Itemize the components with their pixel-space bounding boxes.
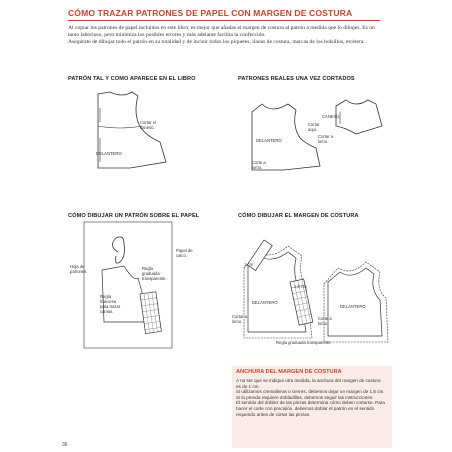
figure-draw-pattern bbox=[80, 222, 190, 352]
box-line-2: Si utilizamos cremalleras o cierres, debemos dejar un margen de 1,5 cm. bbox=[236, 389, 385, 395]
label-ruler: Regla graduada transparente. bbox=[142, 266, 167, 281]
box-line-3: Si la prenda requiere dobladillos, debemos seguir las instrucciones. bbox=[236, 394, 374, 400]
label-front-actual: DELANTERO bbox=[256, 138, 282, 143]
page-title: CÓMO TRAZAR PATRONES DE PAPEL CON MARGEN DE COSTURA bbox=[68, 8, 353, 18]
label-tracing-paper: Papel de calco. bbox=[176, 248, 193, 258]
label-front-seam-2: DELANTERO bbox=[340, 304, 366, 309]
heading-draw-pattern: CÓMO DIBUJAR UN PATRÓN SOBRE EL PAPEL bbox=[68, 213, 200, 219]
label-1cm: 1 cm bbox=[244, 262, 254, 267]
heading-actual-patterns: PATRONES REALES UNA VEZ CORTADOS bbox=[238, 76, 355, 82]
heading-draw-seam-allowance: CÓMO DIBUJAR EL MARGEN DE COSTURA bbox=[238, 213, 359, 219]
label-cut-on-fold-seam: Cortar a lomo. bbox=[232, 314, 248, 324]
box-heading: ANCHURA DEL MARGEN DE COSTURA bbox=[236, 369, 342, 375]
label-french-curve: Regla francesa para trazar curvas. bbox=[100, 294, 121, 314]
label-fold-seam-2: Corte a lomo. bbox=[318, 316, 332, 326]
intro-paragraph-1: Al copiar los patrones de papel incluidos en este libro, es mejor que añadas el margen de costura al patrón a medida que lo dibujes. Es un tanto laborioso, pero minimiza los posibles errores y más adelante facilita la confección. bbox=[68, 25, 375, 38]
label-front-book: DELANTERO bbox=[96, 151, 122, 156]
intro-text bbox=[68, 25, 380, 45]
box-line-1: A no ser que se indique otra medida, la anchura del margen de costura es de 1 cm. bbox=[236, 378, 381, 389]
figure-actual-patterns bbox=[236, 86, 386, 186]
label-cut-yoke: Cortar el canesú. bbox=[140, 120, 157, 130]
label-yoke: CANESÚ bbox=[322, 114, 340, 119]
label-cut-here: Cortar aquí. bbox=[308, 122, 320, 132]
heading-pattern-as-in-book: PATRÓN TAL Y COMO APARECE EN EL LIBRO bbox=[68, 76, 196, 82]
label-pattern-sheet: Hoja de patrones bbox=[70, 264, 87, 274]
box-body bbox=[236, 378, 386, 417]
figure-pattern-as-in-book bbox=[80, 86, 180, 186]
intro-paragraph-2: Asegúrate de dibujar todo el patrón en su totalidad y de incluir todos los piquetes, líneas de costura, marcas de los bolsillos, etcétera. bbox=[68, 38, 365, 45]
label-cut-on-fold-front: Corte a lomo. bbox=[252, 160, 266, 170]
label-cut-on-fold-yoke: Cortar a lomo. bbox=[318, 134, 334, 144]
figure-seam-allowance bbox=[236, 222, 396, 352]
label-ruler-seam: Regla graduada transparente. bbox=[276, 340, 332, 345]
label-1-5cm: 1,5 cm bbox=[294, 284, 307, 289]
label-front-seam: DELANTERO bbox=[252, 300, 278, 305]
box-line-4: El sentido del doblez de las pinzas determina cómo deben cortarse. Para hacer el corte con precisión, debemos doblar el patrón en el sentido requerido antes de cortar las pinzas. bbox=[236, 400, 385, 417]
page-number: 36 bbox=[62, 442, 68, 448]
title-rule bbox=[68, 20, 380, 21]
